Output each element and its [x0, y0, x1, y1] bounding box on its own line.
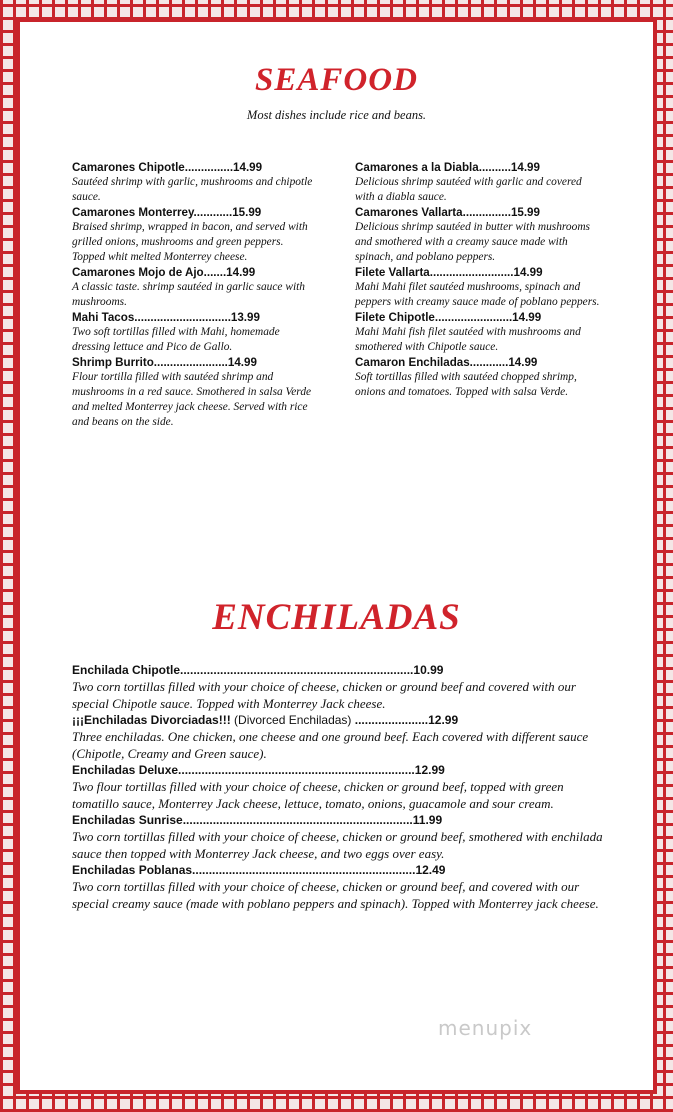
- menu-item: [355, 160, 600, 205]
- item-name: Camarones Monterrey............15.99: [72, 206, 262, 219]
- menu-item: [72, 862, 612, 912]
- item-description: Braised shrimp, wrapped in bacon, and served with grilled onions, mushrooms and green peppers. Topped whit melted Monterrey cheese.: [72, 221, 308, 263]
- menu-item: [355, 310, 600, 355]
- item-name-line: [72, 712, 612, 728]
- item-description: Flour tortilla filled with sautéed shrimp and mushrooms in a red sauce. Smothered in salsa Verde and melted Monterrey jack cheese. Served with rice and beans on the side.: [72, 371, 312, 428]
- item-price: 12.99: [414, 763, 445, 777]
- item-name: Filete Chipotle........................14.99: [355, 311, 542, 324]
- item-description: A classic taste. shrimp sautéed in garlic sauce with mushrooms.: [72, 281, 305, 308]
- item-description: Delicious shrimp sautéed with garlic and covered with a diabla sauce.: [355, 176, 582, 203]
- item-name: ¡¡¡Enchiladas Divorciadas!!!: [72, 713, 231, 727]
- menu-item: [72, 762, 612, 812]
- item-note: (Divorced Enchiladas): [230, 713, 355, 727]
- item-dots: ......................................................................: [180, 663, 414, 677]
- item-description: Two corn tortillas filled with your choice of cheese, chicken or ground beef and covered with our special Chipotle sauce. Topped with Monterrey Jack cheese.: [72, 679, 576, 711]
- seafood-left-column: [72, 160, 317, 430]
- menu-item: [72, 205, 317, 265]
- item-description: Mahi Mahi fish filet sautéed with mushrooms and smothered with Chipotle sauce.: [355, 326, 581, 353]
- menu-item: [72, 160, 317, 205]
- item-name: Camarones Vallarta...............15.99: [355, 206, 540, 219]
- item-name-line: [72, 662, 612, 678]
- item-price: 12.99: [428, 713, 459, 727]
- item-description: Two corn tortillas filled with your choice of cheese, chicken or ground beef, and covered with our special creamy sauce (made with poblano peppers and spinach). Topped with Monterrey jack cheese.: [72, 879, 599, 911]
- item-name: Enchiladas Sunrise: [72, 813, 183, 827]
- menu-item: [355, 355, 600, 400]
- item-name: Enchiladas Poblanas: [72, 863, 193, 877]
- menu-item: [72, 310, 317, 355]
- item-description: Soft tortillas filled with sautéed chopped shrimp, onions and tomatoes. Topped with salsa Verde.: [355, 371, 577, 398]
- enchiladas-title: ENCHILADAS: [212, 597, 461, 638]
- item-dots: ......................: [354, 713, 429, 727]
- seafood-subtitle: Most dishes include rice and beans.: [246, 108, 427, 122]
- item-name: Filete Vallarta..........................14.99: [355, 266, 543, 279]
- menu-item: [72, 712, 612, 762]
- item-name: Enchiladas Deluxe: [72, 763, 179, 777]
- menupix-watermark: menupix: [438, 1016, 533, 1040]
- menu-item: [72, 662, 612, 712]
- seafood-title: SEAFOOD: [255, 62, 418, 98]
- item-dots: .......................................................................: [178, 763, 415, 777]
- item-name: Camarones Mojo de Ajo.......14.99: [72, 266, 256, 279]
- item-name-line: [72, 862, 612, 878]
- seafood-right-column: [355, 160, 600, 400]
- item-dots: ...................................................................: [192, 863, 416, 877]
- menu-item: [72, 812, 612, 862]
- item-description: Two corn tortillas filled with your choice of cheese, chicken or ground beef, smothered with enchilada sauce then topped with Monterrey Jack cheese, and two eggs over easy.: [72, 829, 603, 861]
- menu-item: [355, 205, 600, 265]
- item-name: Mahi Tacos..............................13.99: [72, 311, 260, 324]
- enchiladas-list: [72, 662, 612, 912]
- item-price: 11.99: [412, 813, 443, 827]
- item-description: Two flour tortillas filled with your choice of cheese, chicken or ground beef, topped with green tomatillo sauce, Monterrey Jack cheese, lettuce, tomato, onions, guacamole and sour cream.: [72, 779, 564, 811]
- item-description: Three enchiladas. One chicken, one cheese and one ground beef. Each covered with different sauce (Chipotle, Creamy and Green sauce).: [72, 729, 589, 761]
- item-description: Delicious shrimp sautéed in butter with mushrooms and smothered with a creamy sauce made with spinach, and poblano peppers.: [355, 221, 590, 263]
- item-name: Enchilada Chipotle: [72, 663, 181, 677]
- item-name: Camaron Enchiladas............14.99: [355, 356, 538, 369]
- item-name: Shrimp Burrito.......................14.99: [72, 356, 257, 369]
- item-description: Mahi Mahi filet sautéed mushrooms, spinach and peppers with creamy sauce made of poblano peppers.: [355, 281, 600, 308]
- item-price: 10.99: [413, 663, 444, 677]
- item-description: Sautéed shrimp with garlic, mushrooms and chipotle sauce.: [72, 176, 313, 203]
- item-name: Camarones Chipotle...............14.99: [72, 161, 263, 174]
- menu-item: [72, 355, 317, 430]
- item-dots: .....................................................................: [182, 813, 413, 827]
- item-description: Two soft tortillas filled with Mahi, homemade dressing lettuce and Pico de Gallo.: [72, 326, 280, 353]
- item-name-line: [72, 812, 612, 828]
- menu-page: [24, 26, 649, 1086]
- menu-item: [72, 265, 317, 310]
- item-name: Camarones a la Diabla..........14.99: [355, 161, 540, 174]
- item-name-line: [72, 762, 612, 778]
- item-price: 12.49: [415, 863, 446, 877]
- menu-item: [355, 265, 600, 310]
